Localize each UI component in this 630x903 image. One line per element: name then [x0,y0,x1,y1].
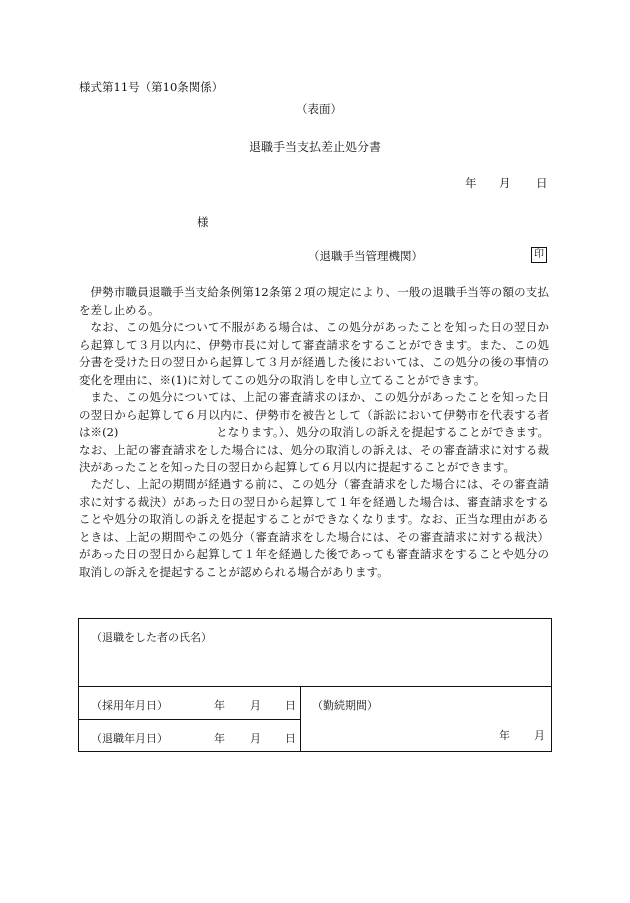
table-divider-3 [300,686,301,751]
date-day-label: 日 [536,176,548,190]
retire-date-day: 日 [285,732,296,745]
table-divider-2 [79,719,300,720]
retire-date-year: 年 [214,732,225,745]
seal-mark: 印 [531,247,547,263]
hire-date-day: 日 [285,699,296,712]
service-period-label: （勤続期間） [312,699,378,712]
retiree-name-label: （退職をした者の氏名） [91,631,212,644]
body-paragraph-3-part-b: となります。）、処分の取消しの訴えを提起することができます。なお、上記の審査請求をした場合には、処分の取消しの訴えは、その審査請求に対する裁決があったことを知った日の翌日から起算して６月以内に提起することができます。 [79,425,549,475]
issuing-agency: （退職手当管理機関） [308,249,423,263]
body-paragraph-3 [79,389,549,477]
addressee-honorific: 様 [197,215,209,229]
retire-date-label: （退職年月日） [91,732,168,745]
side-label: （表面） [296,102,342,116]
service-period-month: 月 [534,729,545,742]
body-paragraph-4: ただし、上記の期間が経過する前に、この処分（審査請求をした場合には、その審査請求に対する裁決）があった日の翌日から起算して１年を経過した場合は、審査請求をすることや処分の取消しの訴えを提起することができなくなります。なお、正当な理由があるときは、上記の期間やこの処分（審査請求をした場合には、その審査請求に対する裁決）があった日の翌日から起算して１年を経過した後であっても審査請求をすることや処分の取消しの訴えを提起することが認められる場合があります。 [79,477,549,579]
retire-date-month: 月 [250,732,261,745]
hire-date-month: 月 [250,699,261,712]
document-title: 退職手当支払差止処分書 [249,140,382,154]
service-period-year: 年 [499,729,510,742]
body-paragraph-1: 伊勢市職員退職手当支給条例第12条第２項の規定により、一般の退職手当等の額の支払を差し止める。 [79,285,549,317]
retiree-info-table [78,618,552,752]
table-divider-1 [79,686,551,687]
body-paragraph-3-part-a: また、この処分については、上記の審査請求のほか、この処分があったことを知った日の翌日から起算して６月以内に、伊勢市を被告として（訴訟において伊勢市を代表する者は※(2) [79,390,549,440]
form-number: 様式第11号（第10条関係） [79,80,224,94]
body-paragraph-2: なお、この処分について不服がある場合は、この処分があったことを知った日の翌日から起算して３月以内に、伊勢市長に対して審査請求をすることができます。また、この処分書を受けた日の翌日から起算して３月が経過した後においては、この処分の後の事情の変化を理由に、※(1)に対してこの処分の取消しを申し立てることができます。 [79,320,549,387]
date-year-label: 年 [465,176,477,190]
hire-date-label: （採用年月日） [91,699,168,712]
date-month-label: 月 [499,176,511,190]
hire-date-year: 年 [214,699,225,712]
